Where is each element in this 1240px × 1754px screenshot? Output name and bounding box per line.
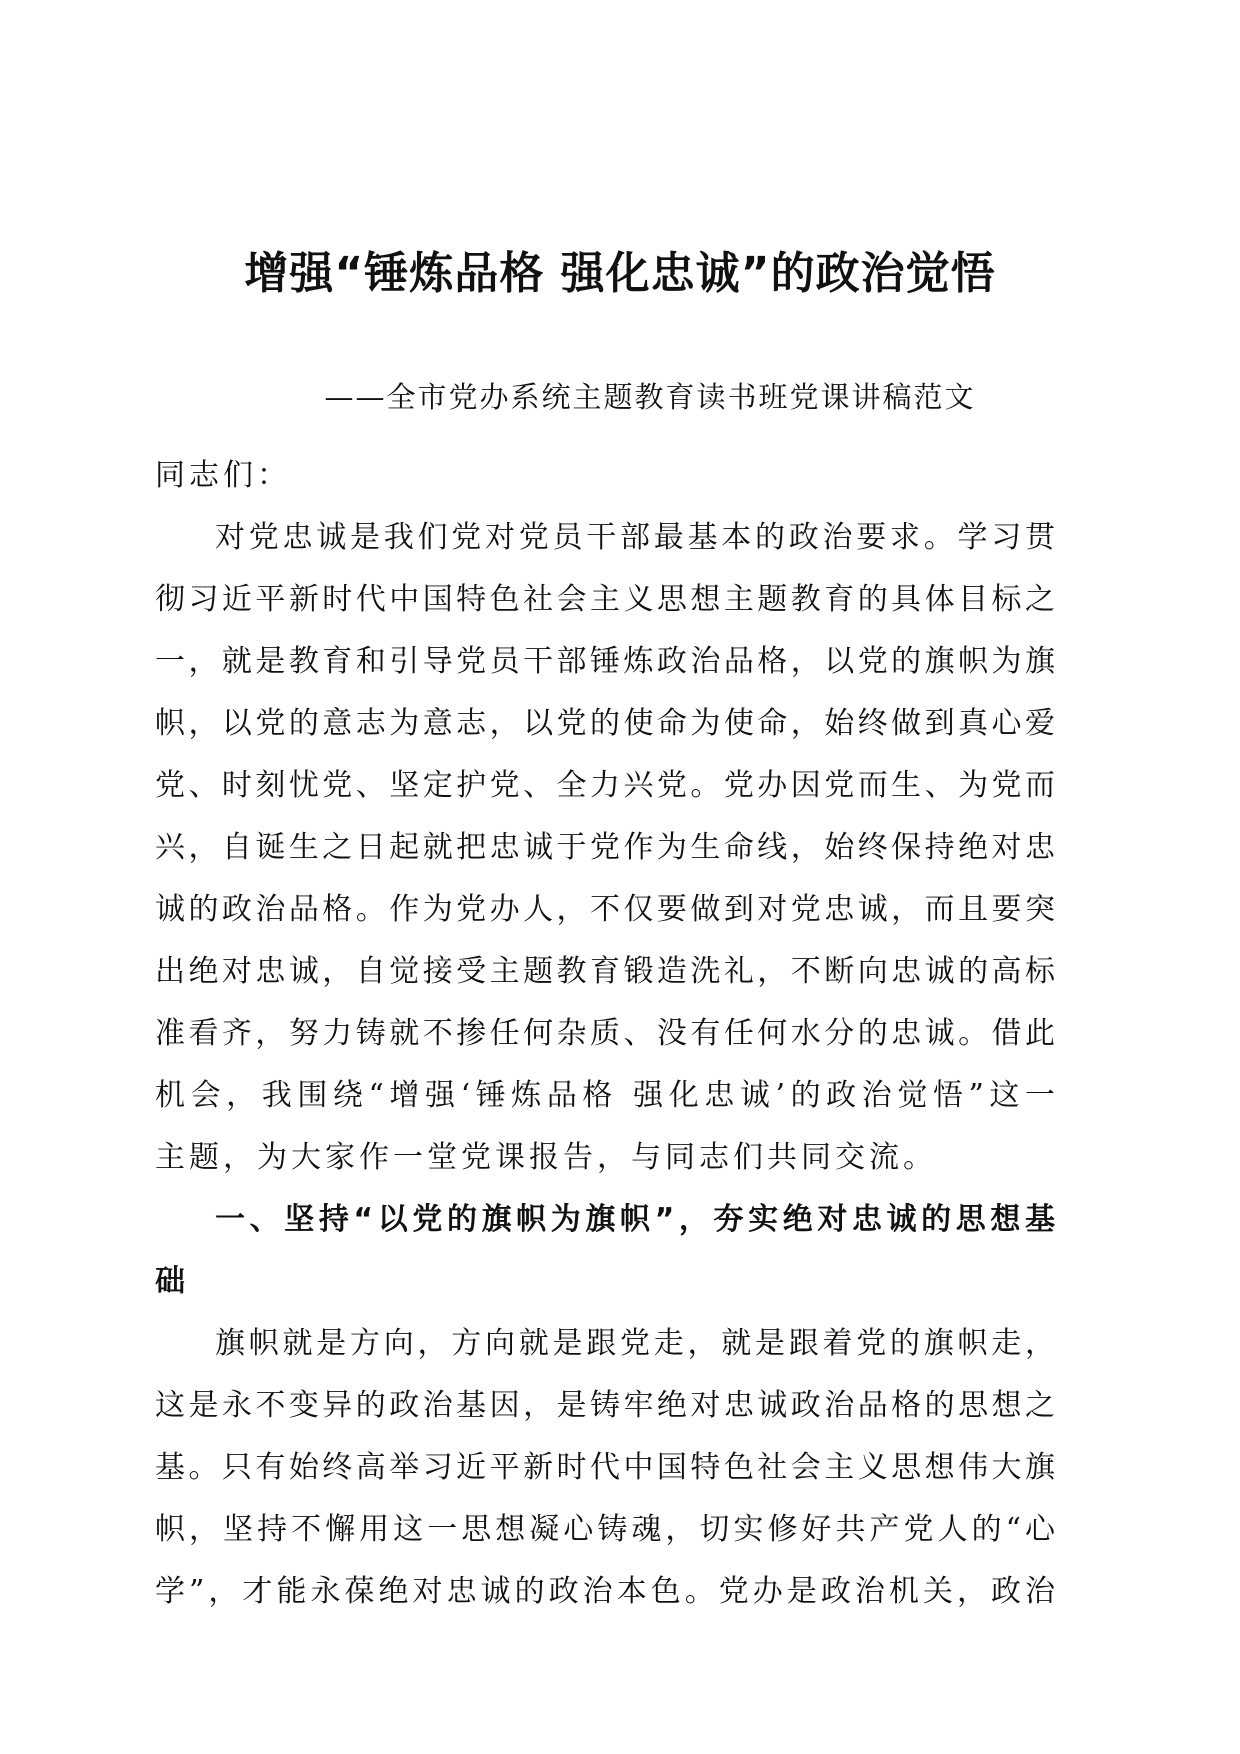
paragraph-line: 机会，我围绕“增强‘锤炼品格 强化忠诚’的政治觉悟”这一	[155, 1078, 1055, 1113]
section-heading: 一、坚持“以党的旗帜为旗帜”，夯实绝对忠诚的思想基	[215, 1202, 1055, 1237]
document-body	[155, 445, 1055, 1623]
paragraph-line: 一，就是教育和引导党员干部锤炼政治品格，以党的旗帜为旗	[155, 644, 1055, 679]
paragraph-line: 诚的政治品格。作为党办人，不仅要做到对党忠诚，而且要突	[155, 892, 1055, 927]
salutation: 同志们：	[155, 458, 291, 493]
paragraph-line: 对党忠诚是我们党对党员干部最基本的政治要求。学习贯	[215, 520, 1055, 555]
paragraph-line: 彻习近平新时代中国特色社会主义思想主题教育的具体目标之	[155, 582, 1055, 617]
paragraph-line: 帜，以党的意志为意志，以党的使命为使命，始终做到真心爱	[155, 706, 1055, 741]
document-title: 增强“锤炼品格 强化忠诚”的政治觉悟	[244, 248, 996, 299]
paragraph-line: 兴，自诞生之日起就把忠诚于党作为生命线，始终保持绝对忠	[155, 830, 1055, 865]
paragraph-line: 学”，才能永葆绝对忠诚的政治本色。党办是政治机关，政治	[155, 1574, 1055, 1609]
paragraph-line: 主题，为大家作一堂党课报告，与同志们共同交流。	[155, 1140, 937, 1175]
paragraph-line: 旗帜就是方向，方向就是跟党走，就是跟着党的旗帜走，	[215, 1326, 1055, 1361]
paragraph-line: 出绝对忠诚，自觉接受主题教育锻造洗礼，不断向忠诚的高标	[155, 954, 1055, 989]
paragraph-line: 这是永不变异的政治基因，是铸牢绝对忠诚政治品格的思想之	[155, 1388, 1055, 1423]
document-subtitle: ——全市党办系统主题教育读书班党课讲稿范文	[324, 380, 976, 414]
paragraph-line: 党、时刻忧党、坚定护党、全力兴党。党办因党而生、为党而	[155, 768, 1055, 803]
paragraph-line: 帜，坚持不懈用这一思想凝心铸魂，切实修好共产党人的“心	[155, 1512, 1055, 1547]
section-heading: 础	[155, 1264, 189, 1299]
paragraph-line: 基。只有始终高举习近平新时代中国特色社会主义思想伟大旗	[155, 1450, 1055, 1485]
paragraph-line: 准看齐，努力铸就不掺任何杂质、没有任何水分的忠诚。借此	[155, 1016, 1055, 1051]
